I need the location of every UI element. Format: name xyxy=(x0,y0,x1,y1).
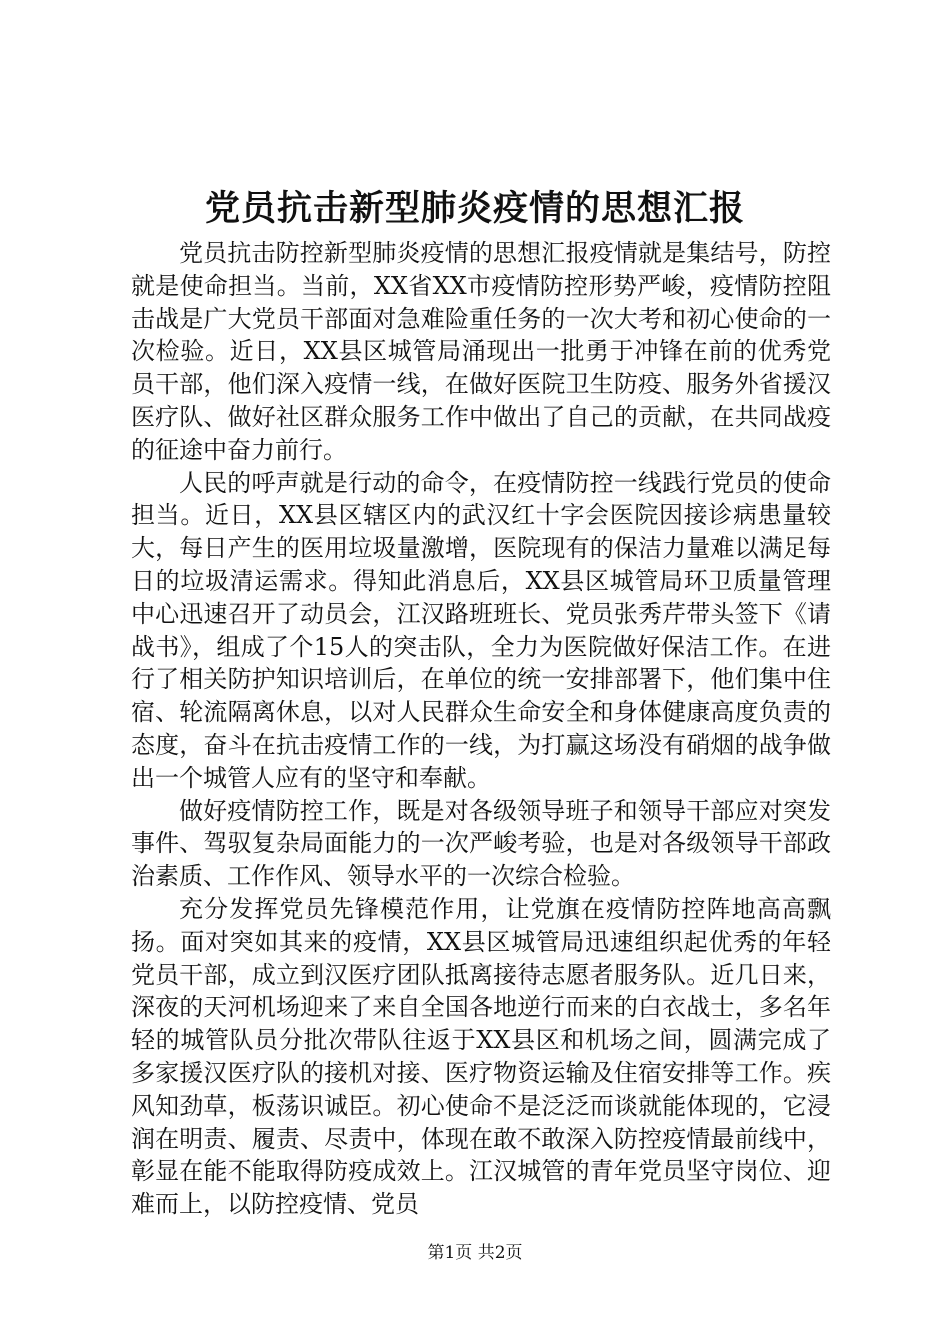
paragraph-4: 充分发挥党员先锋模范作用，让党旗在疫情防控阵地高高飘扬。面对突如其来的疫情，XX县区城管局迅速组织起优秀的年轻党员干部，成立到汉医疗团队抵离接待志愿者服务队。近几日来，深夜的天河机场迎来了来自全国各地逆行而来的白衣战士，多名年轻的城管队员分批次带队往返于XX县区和机场之间，圆满完成了多家援汉医疗队的接机对接、医疗物资运输及住宿安排等工作。疾风知劲草，板荡识诚臣。初心使命不是泛泛而谈就能体现的，它浸润在明责、履责、尽责中，体现在敢不敢深入防控疫情最前线中，彰显在能不能取得防疫成效上。江汉城管的青年党员坚守岗位、迎难而上，以防控疫情、党员 xyxy=(131,894,831,1219)
document-body xyxy=(131,237,831,1221)
paragraph-1: 党员抗击防控新型肺炎疫情的思想汇报疫情就是集结号，防控就是使命担当。当前，XX省XX市疫情防控形势严峻，疫情防控阻击战是广大党员干部面对急难险重任务的一次大考和初心使命的一次检验。近日，XX县区城管局涌现出一批勇于冲锋在前的优秀党员干部，他们深入疫情一线，在做好医院卫生防疫、服务外省援汉医疗队、做好社区群众服务工作中做出了自己的贡献，在共同战疫的征途中奋力前行。 xyxy=(131,239,831,464)
page-number-footer: 第1页 共2页 xyxy=(427,1243,523,1263)
paragraph-3: 做好疫情防控工作，既是对各级领导班子和领导干部应对突发事件、驾驭复杂局面能力的一次严峻考验，也是对各级领导干部政治素质、工作作风、领导水平的一次综合检验。 xyxy=(131,796,831,891)
paragraph-2: 人民的呼声就是行动的命令，在疫情防控一线践行党员的使命担当。近日，XX县区辖区内的武汉红十字会医院因接诊病患量较大，每日产生的医用垃圾量激增，医院现有的保洁力量难以满足每日的垃圾清运需求。得知此消息后，XX县区城管局环卫质量管理中心迅速召开了动员会，江汉路班班长、党员张秀芹带头签下《请战书》，组成了个15人的突击队，全力为医院做好保洁工作。在进行了相关防护知识培训后，在单位的统一安排部署下，他们集中住宿、轮流隔离休息，以对人民群众生命安全和身体健康高度负责的态度，奋斗在抗击疫情工作的一线，为打赢这场没有硝烟的战争做出一个城管人应有的坚守和奉献。 xyxy=(131,468,831,792)
document-title: 党员抗击新型肺炎疫情的思想汇报 xyxy=(204,188,745,229)
